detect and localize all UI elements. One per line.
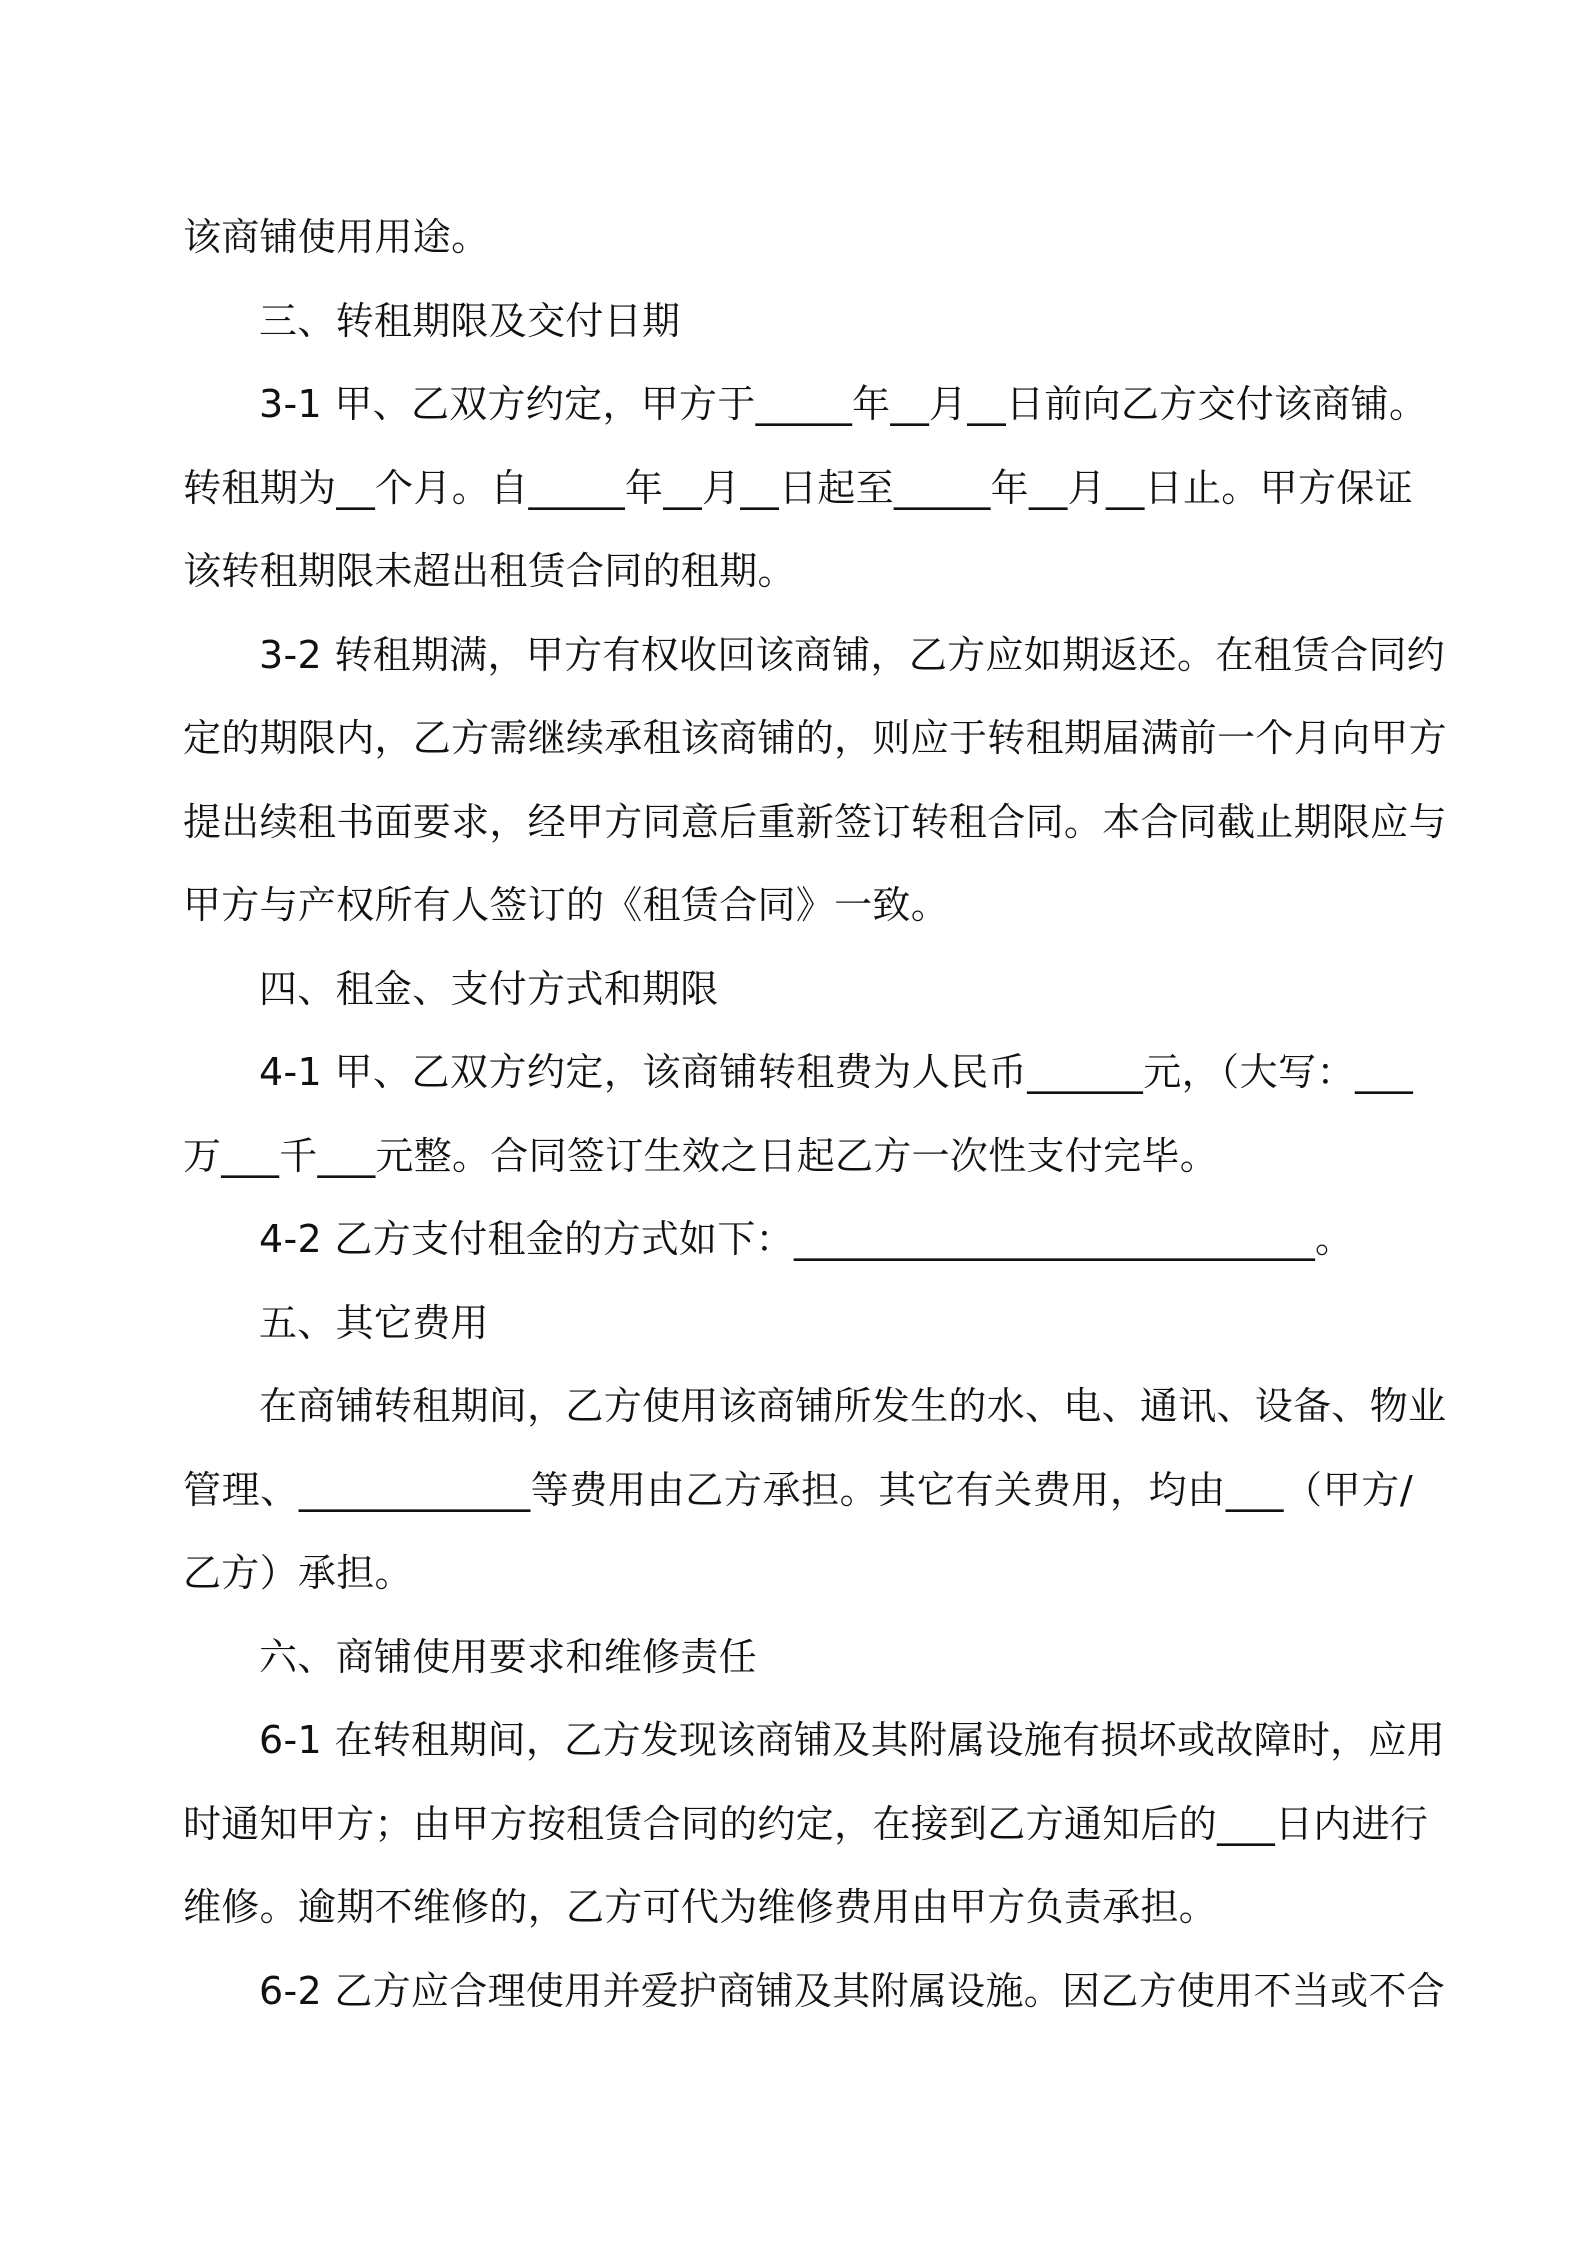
text-line: 该转租期限未超出租赁合同的租期。 <box>183 549 796 593</box>
text-line: 3-1 甲、乙双方约定，甲方于_____年__月__日前向乙方交付该商铺。 <box>259 382 1428 426</box>
text-line: 在商铺转租期间，乙方使用该商铺所发生的水、电、通讯、设备、物业 <box>259 1384 1447 1428</box>
text-line: 时通知甲方；由甲方按租赁合同的约定，在接到乙方通知后的___日内进行 <box>183 1801 1429 1846</box>
text-line: 管理、____________等费用由乙方承担。其它有关费用，均由___（甲方/ <box>183 1467 1413 1512</box>
text-line: 4-1 甲、乙双方约定，该商铺转租费为人民币______元，（大写：___ <box>259 1050 1413 1094</box>
text-line: 提出续租书面要求，经甲方同意后重新签订转租合同。本合同截止期限应与 <box>183 799 1447 844</box>
text-line: 6-1 在转租期间，乙方发现该商铺及其附属设施有损坏或故障时，应用 <box>259 1718 1446 1762</box>
document-body <box>183 196 1447 2033</box>
text-line: 转租期为__个月。自_____年__月__日起至_____年__月__日止。甲方保证 <box>183 465 1413 510</box>
text-line: 甲方与产权所有人签订的《租赁合同》一致。 <box>183 883 950 927</box>
text-line: 该商铺使用用途。 <box>183 215 490 259</box>
text-line: 六、商铺使用要求和维修责任 <box>259 1634 757 1679</box>
text-line: 四、租金、支付方式和期限 <box>259 966 719 1011</box>
text-line: 三、转租期限及交付日期 <box>259 298 681 343</box>
text-line: 万___千___元整。合同签订生效之日起乙方一次性支付完毕。 <box>183 1133 1219 1178</box>
text-line: 五、其它费用 <box>259 1300 489 1345</box>
text-line: 维修。逾期不维修的，乙方可代为维修费用由甲方负责承担。 <box>183 1885 1218 1929</box>
text-line: 6-2 乙方应合理使用并爱护商铺及其附属设施。因乙方使用不当或不合 <box>259 1968 1446 2013</box>
text-line: 3-2 转租期满，甲方有权收回该商铺，乙方应如期返还。在租赁合同约 <box>259 632 1446 677</box>
text-line: 4-2 乙方支付租金的方式如下：___________________________。 <box>259 1217 1354 1261</box>
text-line: 乙方）承担。 <box>183 1551 413 1595</box>
text-line: 定的期限内，乙方需继续承租该商铺的，则应于转租期届满前一个月向甲方 <box>183 716 1447 760</box>
